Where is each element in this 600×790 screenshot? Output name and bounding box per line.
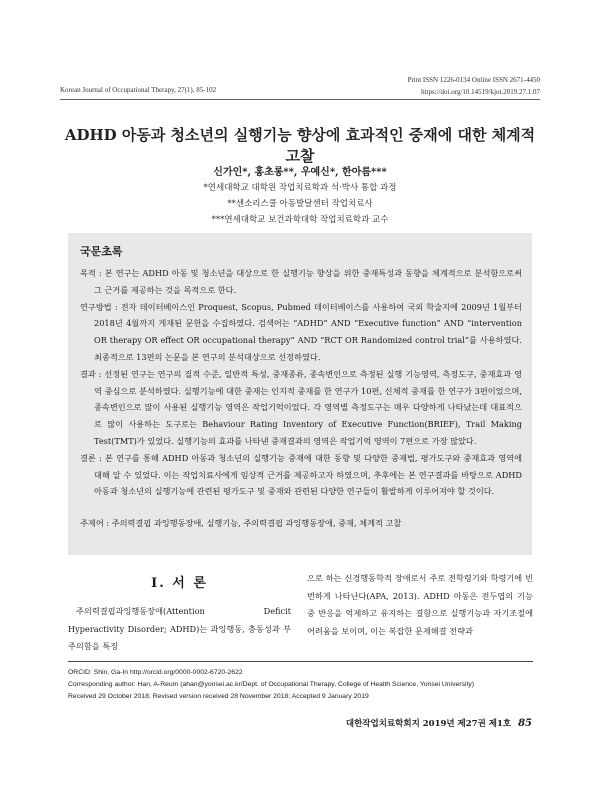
intro-heading: Ⅰ. 서 론 (151, 576, 208, 591)
issn: Print ISSN 1226-0134 Online ISSN 2671-4450 (407, 76, 540, 84)
received-dates-note: Received 29 October 2018; Revised version received 28 November 2018; Accepted 9 January 2019 (68, 693, 369, 700)
header-divider (60, 99, 540, 100)
page-footer (346, 717, 532, 729)
orcid-note: ORCID: Shin, Ga-In http://orcid.org/0000-0002-6720-2622 (68, 669, 243, 676)
paper-title: ADHD 아동과 청소년의 실행기능 향상에 효과적인 중재에 대한 체계적 고찰 (64, 126, 536, 165)
intro-left-column (68, 572, 291, 656)
page-number: 85 (518, 718, 532, 729)
intro-right-column (307, 572, 533, 640)
affiliation-2: **센소리스쿨 아동발달센터 작업치료사 (227, 199, 373, 209)
abstract-purpose: 목적 : 본 연구는 ADHD 아동 및 청소년을 대상으로 한 실행기능 향상을 위한 중재특성과 동향을 체계적으로 분석함으로써 그 근거를 제공하는 것을 목적으로 한다. (80, 268, 522, 295)
author-list: 신가인*, 홍초롱**, 우예신*, 한아름*** (213, 167, 387, 178)
abstract-conclusion: 결론 : 본 연구를 통해 ADHD 아동과 청소년의 실행기능 중재에 대한 동향 및 다양한 중재법, 평가도구와 중재효과 영역에 대해 알 수 있었다. 이는 작업치료사에게 임상적 근거를 제공하고자 하였으며, 추후에는 본 연구결과를 바탕으로 ADHD 아동과 청소년의 실행기능에 관련된 평가도구 및 중재와 관련된 다양한 연구들이 활발하게 이루어져야 할 것이다. (80, 452, 522, 497)
footnotes (68, 667, 474, 703)
keywords: 주제어 : 주의력결핍 과잉행동장애, 실행기능, 주의력결핍 과잉행동장애, 중재, 체계적 고찰 (80, 518, 402, 529)
affiliation-1: *연세대학교 대학원 작업치료학과 석·박사 통합 과정 (203, 183, 397, 193)
affiliation-3: ***연세대학교 보건과학대학 작업치료학과 교수 (211, 215, 389, 225)
abstract-methods: 연구방법 : 전자 데이터베이스인 Proquest, Scopus, Pubmed 데이터베이스를 사용하여 국외 학술지에 2009년 1월부터 2018년 4월까지 게재된 문헌을 수집하였다. 검색어는 “ADHD” AND “Executive function” AND “intervention OR therapy OR effect OR occupational therapy” AND “RCT OR Randomized control trial”를 사용하였다. 최종적으로 13편의 논문을 본 연구의 분석대상으로 선정하였다. (80, 301, 522, 362)
issn-doi-block (408, 74, 540, 98)
affiliations (60, 180, 540, 228)
intro-paragraph-left: 주의력결핍과잉행동장애(Attention Deficit Hyperactivity Disorder; ADHD)는 과잉행동, 충동성과 부주의함을 특징 (68, 606, 291, 651)
abstract-box (68, 233, 532, 555)
footnote-divider (68, 661, 533, 662)
abstract-results: 결과 : 선정된 연구는 연구의 질적 수준, 일반적 특성, 중재종류, 종속변인으로 측정된 실행 기능영역, 측정도구, 중재효과 영역 중심으로 분석하였다. 실행기능에 대한 중재는 인지적 중재를 한 연구가 10편, 신체적 중재를 한 연구가 3편이었으며, 종속변인으로 많이 사용된 실행기능 영역은 작업기억이었다. 각 영역별 측정도구는 매우 다양하게 나타났는데 대표적으로 많이 사용하는 도구로는 Behaviour Rating Inventory of Executive Function(BRIEF), Trail Making Test(TMT)가 있었다. 실행기능의 효과를 나타낸 중재결과의 영역은 작업기억 영역이 7편으로 가장 많았다. (80, 368, 522, 446)
intro-paragraph-right: 으로 하는 신경행동학적 장애로서 주로 전학령기와 학령기에 빈번하게 나타난다(APA, 2013). ADHD 아동은 전두엽의 기능 중 반응을 억제하고 유지하는 결함으로 실행기능과 자기조절에 어려움을 보이며, 이는 복잡한 문제해결 전략과 (307, 573, 533, 636)
journal-citation: Korean Journal of Occupational Therapy, 27(1), 85-102 (60, 86, 217, 94)
corresponding-author-note: Corresponding author: Han, A-Reum (ahan@yonsei.ac.kr/Dept. of Occupational Therapy, College of Health Science, Yonsei University) (68, 681, 474, 688)
abstract-heading: 국문초록 (80, 245, 123, 258)
doi-link[interactable]: https://doi.org/10.14519/kjot.2019.27.1.07 (421, 88, 540, 96)
footer-journal: 대한작업치료학회지 2019년 제27권 제1호 (345, 719, 512, 729)
